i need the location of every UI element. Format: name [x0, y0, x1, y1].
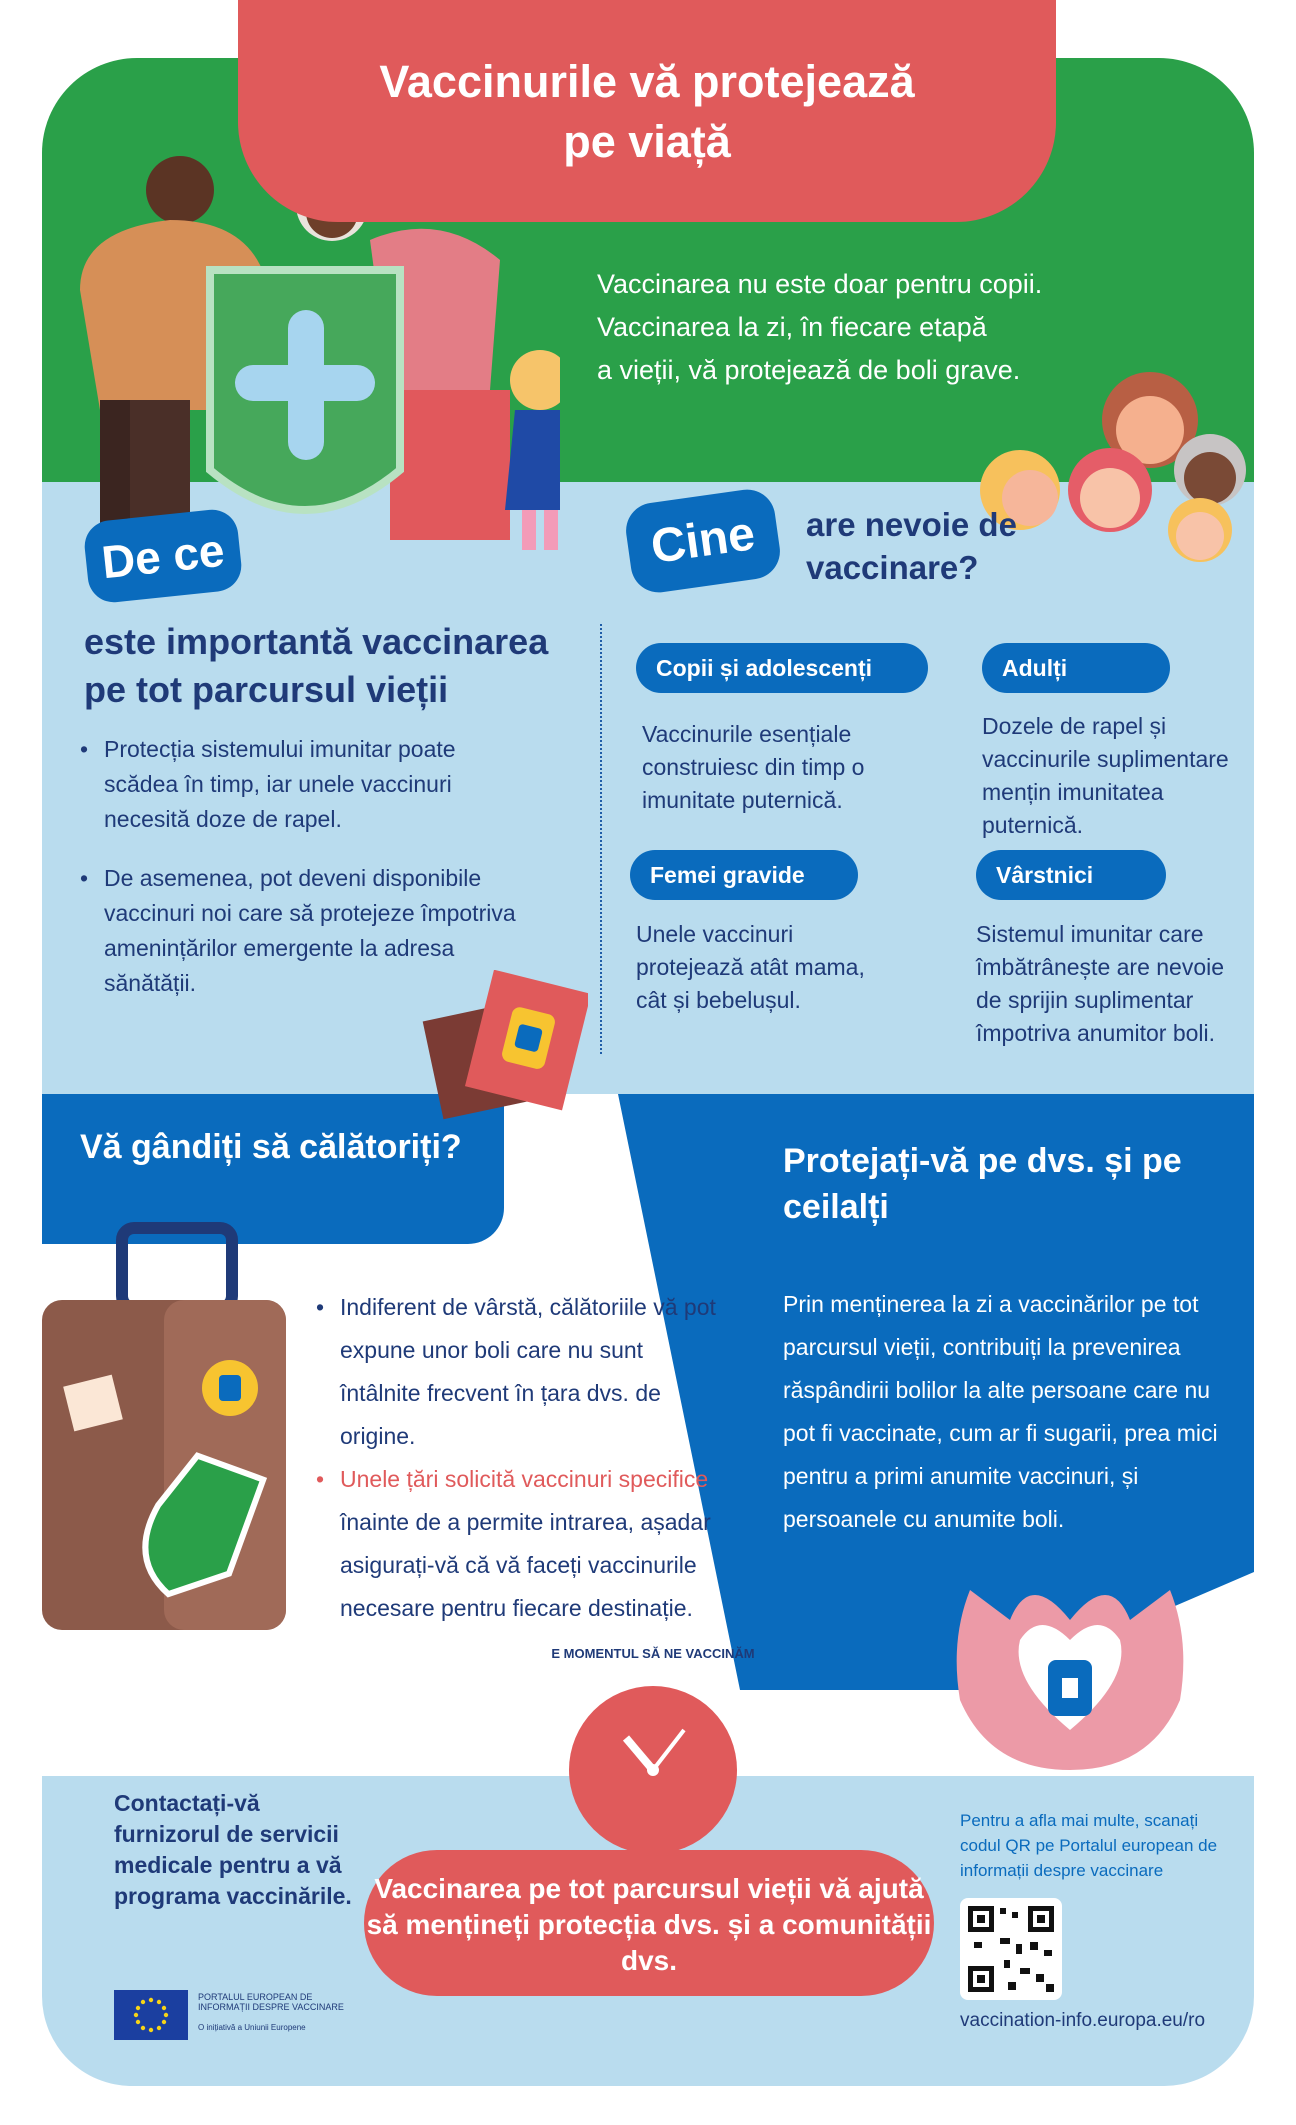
travel-bullet-2-rest: înainte de a permite intrarea, așadar asigurați-vă că vă faceți vaccinurile necesare pentru fiecare destinație. — [340, 1509, 711, 1621]
clock-arc-text: E MOMENTUL SĂ NE VACCINĂM — [551, 1646, 755, 1661]
cta-text: Vaccinarea pe tot parcursul vieții vă ajută să mențineți protecția dvs. și a comunității dvs. — [366, 1873, 932, 1976]
contact-text: Contactați-vă furnizorul de servicii medicale pentru a vă programa vaccinările. — [114, 1790, 352, 1909]
section-divider — [600, 624, 602, 1054]
group-label-pregnant: Femei gravide — [630, 850, 858, 900]
group-text-pregnant: Unele vaccinuri protejează atât mama, cât și bebelușul. — [636, 921, 865, 1013]
intro-line-1: Vaccinarea nu este doar pentru copii. — [597, 269, 1043, 299]
group-text-children: Vaccinurile esențiale construiesc din timp o imunitate puternică. — [642, 721, 865, 813]
group-text-elderly: Sistemul imunitar care îmbătrânește are nevoie de sprijin suplimentar împotriva anumitor boli. — [976, 921, 1225, 1046]
why-badge: De ce — [82, 507, 244, 605]
title-line-2: pe viață — [563, 116, 731, 167]
portal-subtitle: O inițiativă a Uniunii Europene — [198, 2023, 306, 2032]
title-line-1: Vaccinurile vă protejează — [379, 56, 915, 107]
why-bullets — [80, 732, 520, 1025]
portal-name: PORTALUL EUROPEAN DE INFORMAȚII DESPRE VACCINARE — [198, 1992, 344, 2012]
group-text-adults: Dozele de rapel și vaccinurile suplimentare mențin imunitatea puternică. — [982, 713, 1229, 838]
group-label-elderly: Vârstnici — [976, 850, 1166, 900]
intro-line-3: a vieții, vă protejează de boli grave. — [597, 355, 1021, 385]
group-label-adults: Adulți — [982, 643, 1170, 693]
heart-hands-illustration — [930, 1560, 1210, 1780]
qr-note: Pentru a afla mai multe, scanați codul QR pe Portalul european de informații despre vaccinare — [960, 1811, 1218, 1880]
travel-bullets — [316, 1286, 716, 1630]
intro-text — [597, 263, 1157, 392]
who-heading: are nevoie de vaccinare? — [806, 506, 1017, 586]
travel-bullet-1: • Indiferent de vârstă, călătoriile vă pot expune unor boli care nu sunt întâlnite frecvent în țara dvs. de origine. — [316, 1286, 716, 1458]
travel-title: Vă gândiți să călătoriți? — [80, 1128, 462, 1166]
page-title — [238, 52, 1056, 172]
travel-bullet-2-highlight: Unele țări solicită vaccinuri specifice — [340, 1466, 709, 1492]
protect-text: Prin menținerea la zi a vaccinărilor pe tot parcursul vieții, contribuiți la prevenirea răspândirii bolilor la alte persoane care nu pot fi vaccinate, cum ar fi sugarii, prea mici pentru a primi anumite vaccinuri, și persoanele cu anumite boli. — [783, 1291, 1218, 1532]
clock-illustration — [548, 1660, 758, 1860]
protect-title: Protejați-vă pe dvs. și pe ceilalți — [783, 1142, 1182, 1226]
why-heading: este importantă vaccinarea pe tot parcursul vieții — [84, 621, 549, 710]
qr-code[interactable] — [960, 1898, 1062, 2000]
why-bullet-2: • De asemenea, pot deveni disponibile vaccinuri noi care să protejeze împotriva amenințărilor emergente la adresa sănătății. — [80, 861, 520, 1001]
who-badge: Cine — [622, 486, 783, 596]
eu-flag-logo — [114, 1990, 188, 2040]
why-bullet-1: • Protecția sistemului imunitar poate scădea în timp, iar unele vaccinuri necesită doze de rapel. — [80, 732, 520, 837]
suitcase-illustration — [42, 1220, 302, 1640]
portal-url[interactable]: vaccination-info.europa.eu/ro — [960, 2010, 1206, 2031]
intro-line-2: Vaccinarea la zi, în fiecare etapă — [597, 312, 987, 342]
travel-bullet-2 — [316, 1458, 716, 1630]
group-label-children: Copii și adolescenți — [636, 643, 928, 693]
